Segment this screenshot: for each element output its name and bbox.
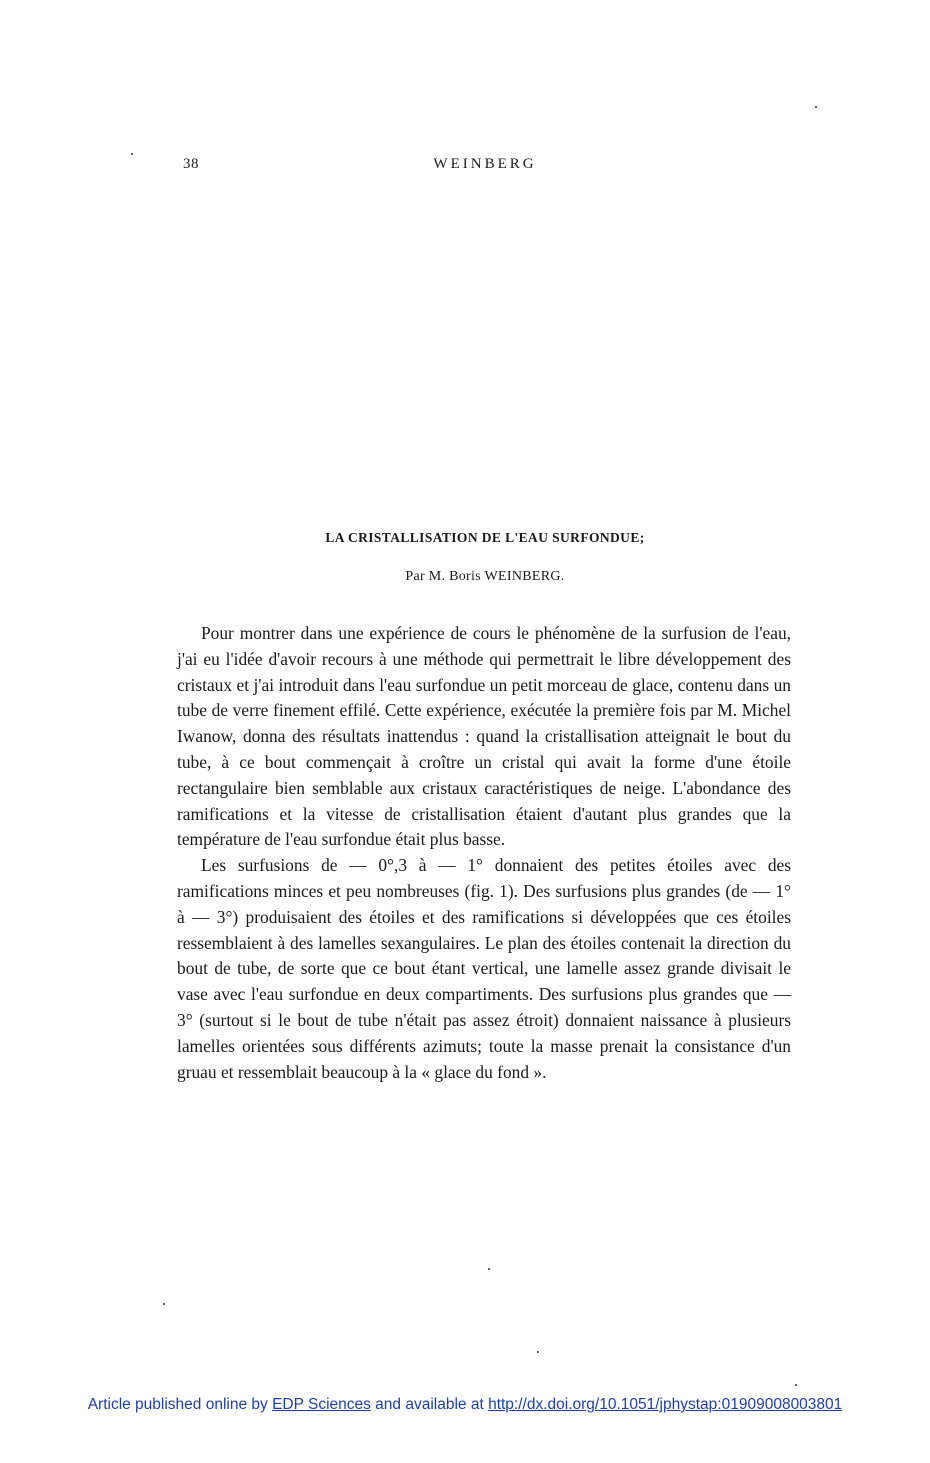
scan-speck [537, 1351, 539, 1353]
scan-speck [795, 1384, 797, 1386]
scan-speck [488, 1268, 490, 1270]
edp-sciences-link[interactable]: EDP Sciences [272, 1396, 371, 1413]
footer-middle: and available at [370, 1396, 489, 1413]
scan-speck [163, 1303, 165, 1305]
scan-speck [815, 106, 817, 108]
doi-link[interactable]: http://dx.doi.org/10.1051/jphystap:01909008003801 [488, 1396, 843, 1413]
paragraph: Pour montrer dans une expérience de cours le phénomène de la surfusion de l'eau, j'ai eu l'idée d'avoir recours à une méthode qui permettrait le libre développement des cristaux et j'ai introduit dans l'eau surfondue un petit morceau de glace, contenu dans un tube de verre finement effilé. Cette expérience, exécutée la première fois par M. Michel Iwanow, donna des résultats inattendus : quand la cristallisation atteignait le bout du tube, à ce bout commençait à croître un cristal qui avait la forme d'une étoile rectangulaire bien semblable aux cristaux caractéristiques de neige. L'abondance des ramifications et la vitesse de cristallisation étaient d'autant plus grandes que la température de l'eau surfondue était plus basse. [177, 623, 791, 850]
page-number: 38 [183, 156, 199, 172]
article-title: LA CRISTALLISATION DE L'EAU SURFONDUE; [325, 530, 645, 545]
running-head [180, 156, 790, 178]
article-body [177, 621, 791, 1085]
scan-speck [131, 153, 133, 155]
publication-footer [0, 1396, 930, 1414]
paragraph: Les surfusions de — 0°,3 à — 1° donnaient des petites étoiles avec des ramifications minces et peu nombreuses (fig. 1). Des surfusions plus grandes (de — 1° à — 3°) produisaient des étoiles et des ramifications si développées que ces étoiles ressemblaient à des lamelles sexangulaires. Le plan des étoiles contenait la direction du bout de tube, de sorte que ce bout étant vertical, une lamelle assez grande divisait le vase avec l'eau surfondue en deux compartiments. Des surfusions plus grandes que — 3° (surtout si le bout de tube n'était pas assez étroit) donnaient naissance à plusieurs lamelles orientées sous différents azimuts; toute la masse prenait la consistance d'un gruau et ressemblait beaucoup à la « glace du fond ». [177, 855, 791, 1082]
author-byline: Par M. Boris WEINBERG. [405, 569, 565, 584]
footer-prefix: Article published online by [87, 1396, 273, 1413]
running-title: WEINBERG [433, 156, 537, 172]
